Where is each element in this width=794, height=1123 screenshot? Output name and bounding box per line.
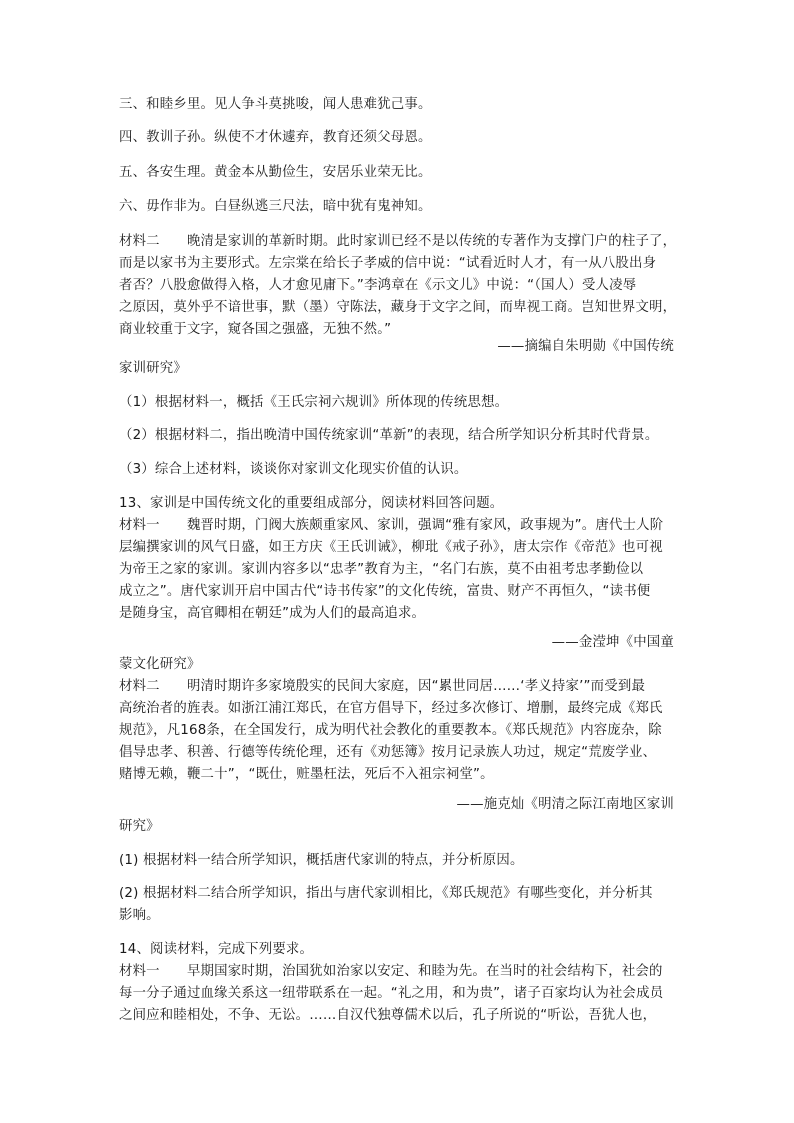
- citation-continued: 家训研究》: [119, 361, 187, 376]
- text-line: 每一分子通过血缘关系这一纽带联系在一起。“礼之用，和为贵”，诸子百家均认为社会成员: [119, 986, 664, 1001]
- text-line: 倡导忠孝、积善、行德等传统伦理，还有《劝惩簿》按月记录族人功过，规定“荒废学业、: [119, 745, 657, 760]
- citation: ——施克灿《明清之际江南地区家训: [456, 797, 674, 812]
- text-line: 规范》，凡168条，在全国发行，成为明代社会教化的重要教本。《郑氏规范》内容庞杂，除: [119, 723, 662, 738]
- citation: ——金滢坤《中国童: [551, 635, 674, 650]
- citation-continued: 研究》: [119, 819, 160, 834]
- question: （3）综合上述材料，谈谈你对家训文化现实价值的认识。: [119, 462, 468, 477]
- question-continued: 影响。: [119, 908, 160, 923]
- text-line: 为帝王之家的家训。家训内容多以“忠孝”教育为主，“名门右族，莫不由祖考忠孝勤俭以: [119, 562, 644, 577]
- text-line: 材料二 明清时期许多家境殷实的民间大家庭，因“累世同居……‘孝义持家’”而受到最: [119, 679, 646, 694]
- question: (1) 根据材料一结合所学知识，概括唐代家训的特点，并分析原因。: [119, 853, 524, 868]
- question: (2) 根据材料二结合所学知识，指出与唐代家训相比，《郑氏规范》有哪些变化，并分析其: [119, 886, 653, 901]
- text-line: 材料一 魏晋时期，门阀大族颇重家风、家训，强调“雅有家风，政事规为”。唐代士人阶: [119, 518, 664, 533]
- text-line: 之原因，莫外乎不谙世事，默（墨）守陈法，藏身于文字之间，而卑视工商。岂知世界文明，: [119, 300, 677, 315]
- question-heading: 13、家训是中国传统文化的重要组成部分，阅读材料回答问题。: [119, 496, 504, 511]
- question: （1）根据材料一，概括《王氏宗祠六规训》所体现的传统思想。: [119, 395, 509, 410]
- citation: ——摘编自朱明勋《中国传统: [497, 339, 674, 354]
- text-line: 商业较重于文字，窥各国之强盛，无独不然。”: [119, 322, 392, 337]
- text-line: 赌博无赖，鞭二十”，“既仕，赃墨枉法，死后不入祖宗祠堂”。: [119, 767, 494, 782]
- text-line: 六、毋作非为。白昼纵逃三尺法，暗中犹有鬼神知。: [119, 199, 432, 214]
- text-line: 五、各安生理。黄金本从勤俭生，安居乐业荣无比。: [119, 165, 432, 180]
- text-line: 高统治者的旌表。如浙江浦江郑氏，在官方倡导下，经过多次修订、增删，最终完成《郑氏: [119, 701, 663, 716]
- text-line: 层编撰家训的风气日盛，如王方庆《王氏训诫》，柳玭《戒子孙》，唐太宗作《帝范》也可视: [119, 540, 663, 555]
- text-line: 是随身宝，高官卿相在朝廷”成为人们的最高追求。: [119, 606, 426, 621]
- text-line: 成立之”。唐代家训开启中国古代“诗书传家”的文化传统，富贵、财产不再恒久，“读书便: [119, 584, 651, 599]
- text-line: 三、和睦乡里。见人争斗莫挑唆，闻人患难犹己事。: [119, 97, 432, 112]
- question: （2）根据材料二，指出晚清中国传统家训“革新”的表现，结合所学知识分析其时代背景。: [119, 428, 659, 443]
- text-line: 材料二 晚清是家训的革新时期。此时家训已经不是以传统的专著作为支撑门户的柱子了，: [119, 234, 677, 249]
- text-line: 而是以家书为主要形式。左宗棠在给长子孝威的信中说：“试看近时人才，有一从八股出身: [119, 256, 657, 271]
- text-line: 四、教训子孙。纵使不才休遽弃，教育还须父母恩。: [119, 130, 432, 145]
- question-heading: 14、阅读材料，完成下列要求。: [119, 942, 314, 957]
- citation-continued: 蒙文化研究》: [119, 657, 201, 672]
- text-line: 材料一 早期国家时期，治国犹如治家以安定、和睦为先。在当时的社会结构下，社会的: [119, 964, 663, 979]
- text-line: 之间应和睦相处，不争、无讼。……自汉代独尊儒术以后，孔子所说的“听讼，吾犹人也，: [119, 1008, 657, 1023]
- text-line: 者否？八股愈做得入格，人才愈见庸下。”李鸿章在《示文儿》中说：“（国人）受人凌辱: [119, 278, 637, 293]
